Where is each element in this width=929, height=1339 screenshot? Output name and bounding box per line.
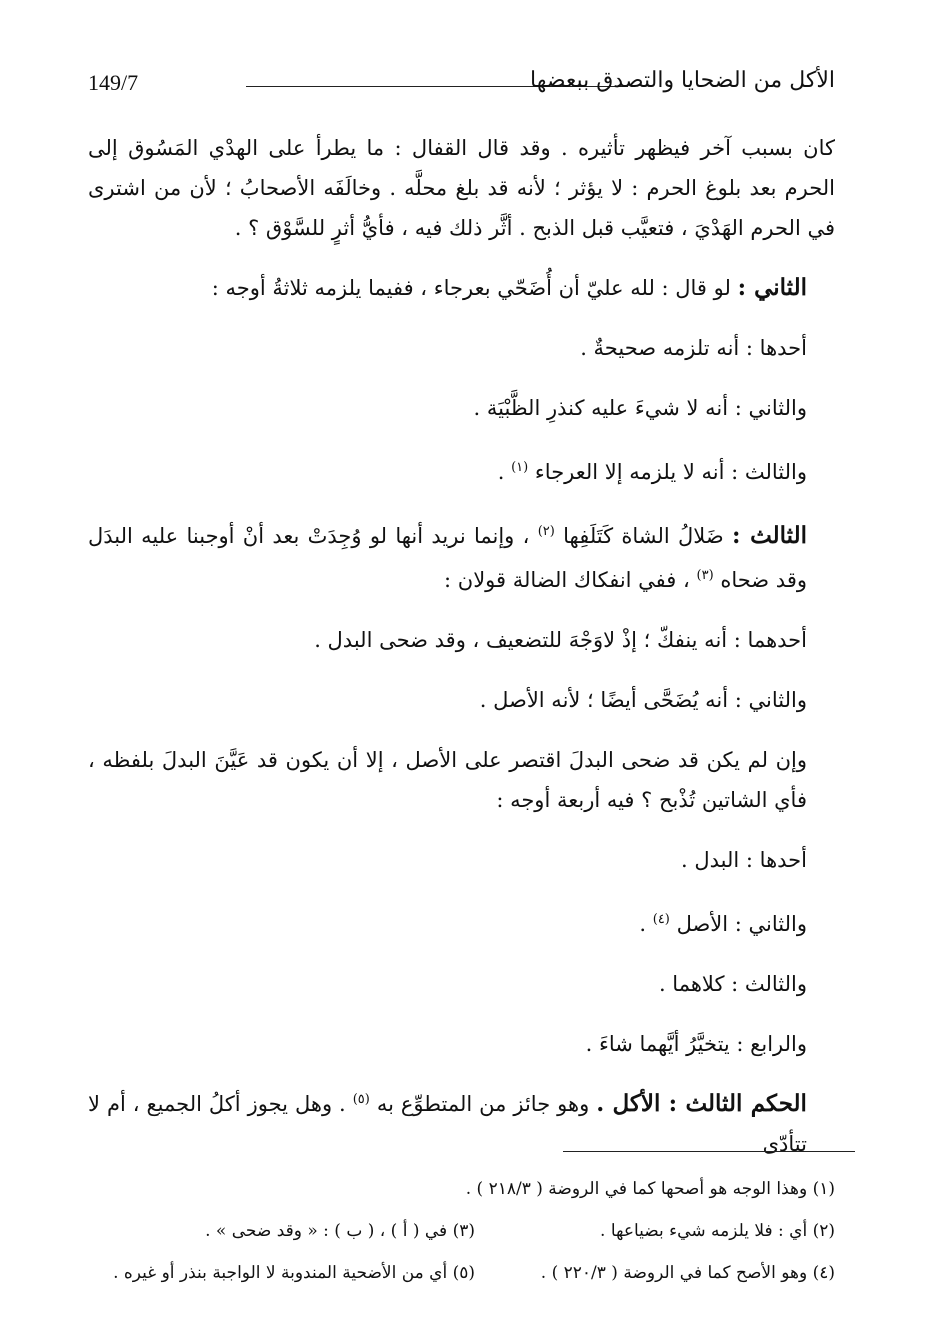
- footnote-separator: [563, 1151, 855, 1152]
- paragraph: [88, 620, 835, 660]
- footnote-1: (١) وهذا الوجه هو أصحها كما في الروضة ( ٢١٨/٣ ) .: [465, 1179, 835, 1199]
- paragraph-text: وهو جائز من المتطوِّع به: [376, 1092, 590, 1116]
- footnote-ref[interactable]: (١): [511, 460, 529, 475]
- section-term: الثاني :: [737, 274, 807, 301]
- paragraph: [88, 964, 835, 1004]
- paragraph-text: ، وإنما نريد أنها لو وُجِدَتْ بعد أنْ أوجبنا عليه البدَل وقد ضحاه: [88, 524, 807, 592]
- main-text: [88, 128, 835, 1164]
- punctuation: .: [497, 460, 512, 484]
- paragraph-text: كان بسبب آخر فيظهر تأثيره . وقد قال القفال : ما يطرأ على الهدْي المَسُوق إلى الحرم بعد بلوغ الحرم : لا يؤثر ؛ لأنه قد بلغ محلَّه . وخالَفَه الأصحابُ ؛ لأن من اشترى في الحرم الهَدْيَ ، فتعيَّب قبل الذبح . أثَّر ذلك فيه ، فأيُّ أثرٍ للسَّوْق ؟ .: [88, 136, 835, 240]
- footnote-ref[interactable]: (٣): [696, 568, 714, 583]
- paragraph: [88, 128, 835, 248]
- paragraph-text: والثاني : أنه لا شيءَ عليه كنذرِ الظَّبْيَة .: [473, 396, 807, 420]
- paragraph-text: والرابع : يتخيَّرُ أيَّهما شاءَ .: [585, 1032, 807, 1056]
- footnote-ref[interactable]: (٢): [537, 524, 555, 539]
- paragraph: [88, 740, 835, 820]
- running-title: الأكل من الضحايا والتصدق ببعضها: [530, 68, 835, 93]
- page-header: [88, 64, 835, 104]
- paragraph-text: أحدها : البدل .: [681, 848, 807, 872]
- page-number: 149/7: [88, 70, 139, 95]
- footnote-ref[interactable]: (٤): [652, 912, 670, 927]
- paragraph-text: ، ففي انفكاك الضالة قولان :: [444, 568, 690, 592]
- paragraph-text: ضَلالُ الشاة كَتَلَفِها: [563, 524, 724, 548]
- paragraph-text: أحدها : أنه تلزمه صحيحةٌ .: [580, 336, 807, 360]
- footnote-3: (٣) في ( أ ) ، ( ب ) : « وقد ضحى » .: [205, 1221, 475, 1241]
- punctuation: .: [639, 912, 653, 936]
- paragraph-text: أحدهما : أنه ينفكّ ؛ إذْ لاوَجْهَ للتضعيف ، وقد ضحى البدل .: [314, 628, 807, 652]
- paragraph: [88, 512, 835, 600]
- section-term: الثالث :: [731, 522, 808, 549]
- paragraph: [88, 1024, 835, 1064]
- section-term: الحكم الثالث : الأكل .: [596, 1090, 807, 1117]
- footnote-5: (٥) أي من الأضحية المندوبة لا الواجبة بنذر أو غيره .: [113, 1263, 475, 1283]
- paragraph: [88, 268, 835, 308]
- footnote-row: [88, 1210, 835, 1252]
- footnote-row: [88, 1252, 835, 1294]
- footnotes: [88, 1168, 835, 1294]
- paragraph-text: والثالث : كلاهما .: [658, 972, 807, 996]
- paragraph: [88, 900, 835, 944]
- paragraph: [88, 840, 835, 880]
- paragraph: [88, 328, 835, 368]
- footnote-2: (٢) أي : فلا يلزمه شيء بضياعها .: [600, 1221, 835, 1241]
- paragraph-text: والثالث : أنه لا يلزمه إلا العرجاء: [534, 460, 807, 484]
- paragraph: [88, 680, 835, 720]
- paragraph-text: . وهل يجوز أكلُ الجميع ، أم لا تتأدّى: [88, 1092, 807, 1156]
- paragraph-text: والثاني : أنه يُضَحَّى أيضًا ؛ لأنه الأصل .: [479, 688, 807, 712]
- paragraph-text: لو قال : لله عليّ أن أُضَحّي بعرجاء ، ففيما يلزمه ثلاثةُ أوجه :: [211, 276, 731, 300]
- paragraph-text: وإن لم يكن قد ضحى البدلَ اقتصر على الأصل ، إلا أن يكون قد عَيَّنَ البدلَ بلفظه ، فأي الشاتين تُذْبح ؟ فيه أربعة أوجه :: [88, 748, 807, 812]
- footnote-row: [88, 1168, 835, 1210]
- footnote-4: (٤) وهو الأصح كما في الروضة ( ٢٢٠/٣ ) .: [540, 1263, 835, 1283]
- footnote-ref[interactable]: (٥): [352, 1092, 370, 1107]
- paragraph: [88, 388, 835, 428]
- paragraph: [88, 448, 835, 492]
- paragraph-text: والثاني : الأصل: [676, 912, 807, 936]
